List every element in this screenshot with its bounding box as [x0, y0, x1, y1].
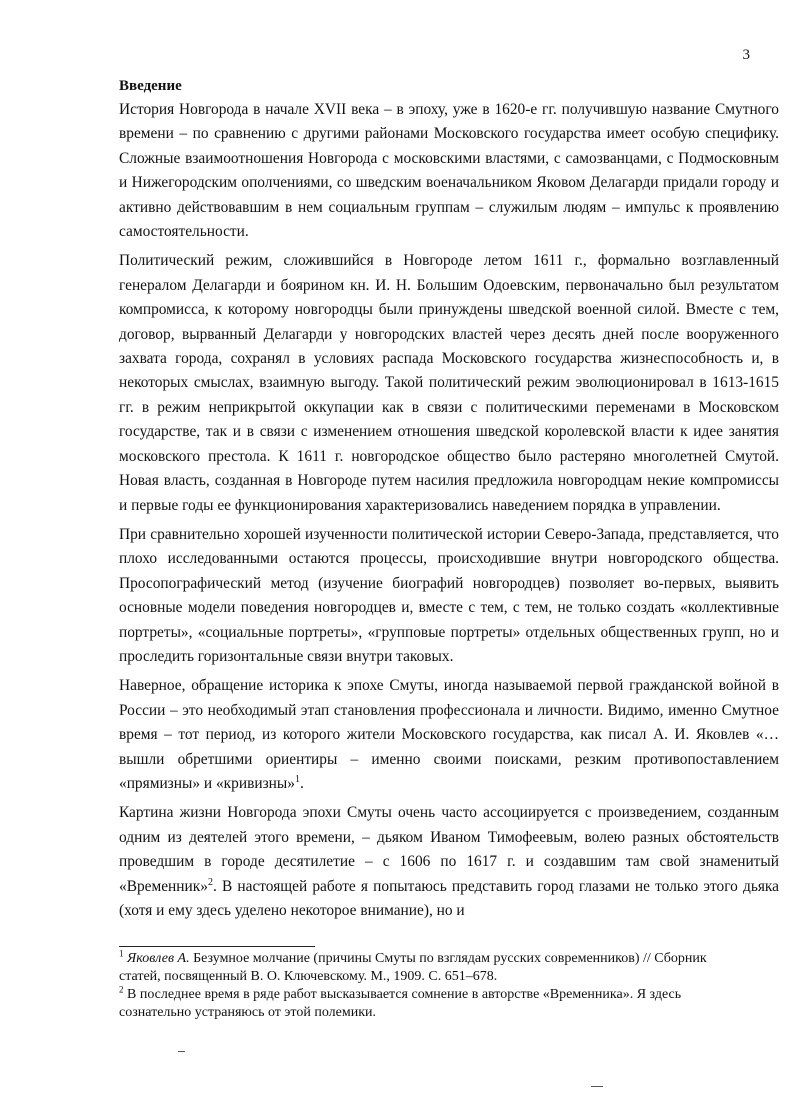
paragraph-5-text: Картина жизни Новгорода эпохи Смуты очень часто ассоциируется с произведением, созданным одним из деятелей этого времени, – дьяком Иваном Тимофеевым, волею разных обстоятельств проведшим в городе десятилетие – с 1606 по 1617 г. и создавшим там свой знаменитый «Временник» [119, 804, 779, 895]
paragraph-4 [119, 674, 779, 796]
paragraph-1 [119, 98, 779, 244]
paragraph-2 [119, 249, 779, 517]
section-heading: Введение [119, 78, 182, 94]
footnote-1-number: 1 [119, 948, 124, 959]
paragraph-4-end: . [299, 774, 304, 792]
paragraph-5-end: . В настоящей работе я попытаюсь представить город глазами не только этого дьяка (хотя и ему здесь уделено некоторое внимание), но и [119, 877, 779, 919]
footnote-separator [119, 946, 315, 947]
footnote-ref-1[interactable]: 1 [294, 773, 300, 785]
page-number: 3 [742, 47, 750, 63]
scan-speck [178, 1051, 185, 1052]
paragraph-1-text: История Новгорода в начале XVII века – в эпоху, уже в 1620-е гг. получившую название Смутного времени – по сравнению с другими районами Московского государства имеет особую специфику. Сложные взаимоотношения Новгорода с московскими властями, с самозванцами, с Подмосковным и Нижегородским ополчениями, со шведским военачальником Яковом Делагарди придали городу и активно действовавшим в нем социальным группам – служилым людям – импульс к проявлению самостоятельности. [119, 101, 779, 241]
footnote-1 [119, 950, 751, 986]
footnote-2 [119, 986, 751, 1022]
footnote-2-text: В последнее время в ряде работ высказывается сомнение в авторстве «Временника». Я здесь сознательно устраняюсь от этой полемики. [119, 987, 682, 1020]
footnote-ref-2[interactable]: 2 [207, 876, 213, 888]
paragraph-5 [119, 801, 779, 923]
paragraph-3-text: При сравнительно хорошей изученности политической истории Северо-Запада, представляется, что плохо исследованными остаются процессы, происходившие внутри новгородского общества. Просопографический метод (изучение биографий новгородцев) позволяет во-первых, выявить основные модели поведения новгородцев и, вместе с тем, с тем, не только создать «коллективные портреты», «социальные портреты», «групповые портреты» отдельных общественных групп, но и проследить горизонтальные связи внутри таковых. [119, 525, 779, 665]
paragraph-3 [119, 523, 779, 669]
footnotes [119, 950, 751, 1022]
paragraph-4-text: Наверное, обращение историка к эпохе Смуты, иногда называемой первой гражданской войной в России – это необходимый этап становления профессионала и личности. Видимо, именно Смутное время – тот период, из которого жители Московского государства, как писал А. И. Яковлев «…вышли обретшими ориентиры – именно своими поисками, резким противопоставлением «прямизны» и «кривизны» [119, 677, 779, 792]
main-text [119, 74, 779, 928]
footnote-1-author: Яковлев А. [127, 951, 190, 966]
paragraph-2-text: Политический режим, сложившийся в Новгороде летом 1611 г., формально возглавленный генералом Делагарди и боярином кн. И. Н. Большим Одоевским, первоначально был результатом компромисса, к которому новгородцы были принуждены шведской военной силой. Вместе с тем, договор, вырванный Делагарди у новгородских властей через десять дней после вооруженного захвата города, сохранял в условиях распада Московского государства жизнеспособность и, в некоторых смыслах, взаимную выгоду. Такой политический режим эволюционировал в 1613-1615 гг. в режим неприкрытой оккупации как в связи с политическими переменами в Московском государстве, так и в связи с изменением отношения шведской королевской власти к идее занятия московского престола. К 1611 г. новгородское общество было растеряно многолетней Смутой. Новая власть, созданная в Новгороде путем насилия предложила новгородцам некие компромиссы и первые годы ее функционирования характеризовались наведением порядка в управлении. [119, 252, 779, 514]
scan-speck [591, 1086, 603, 1087]
footnote-2-number: 2 [119, 984, 124, 995]
footnote-1-text: Безумное молчание (причины Смуты по взглядам русских современников) // Сборник статей, посвященный В. О. Ключевскому. М., 1909. С. 651–678. [119, 951, 707, 984]
